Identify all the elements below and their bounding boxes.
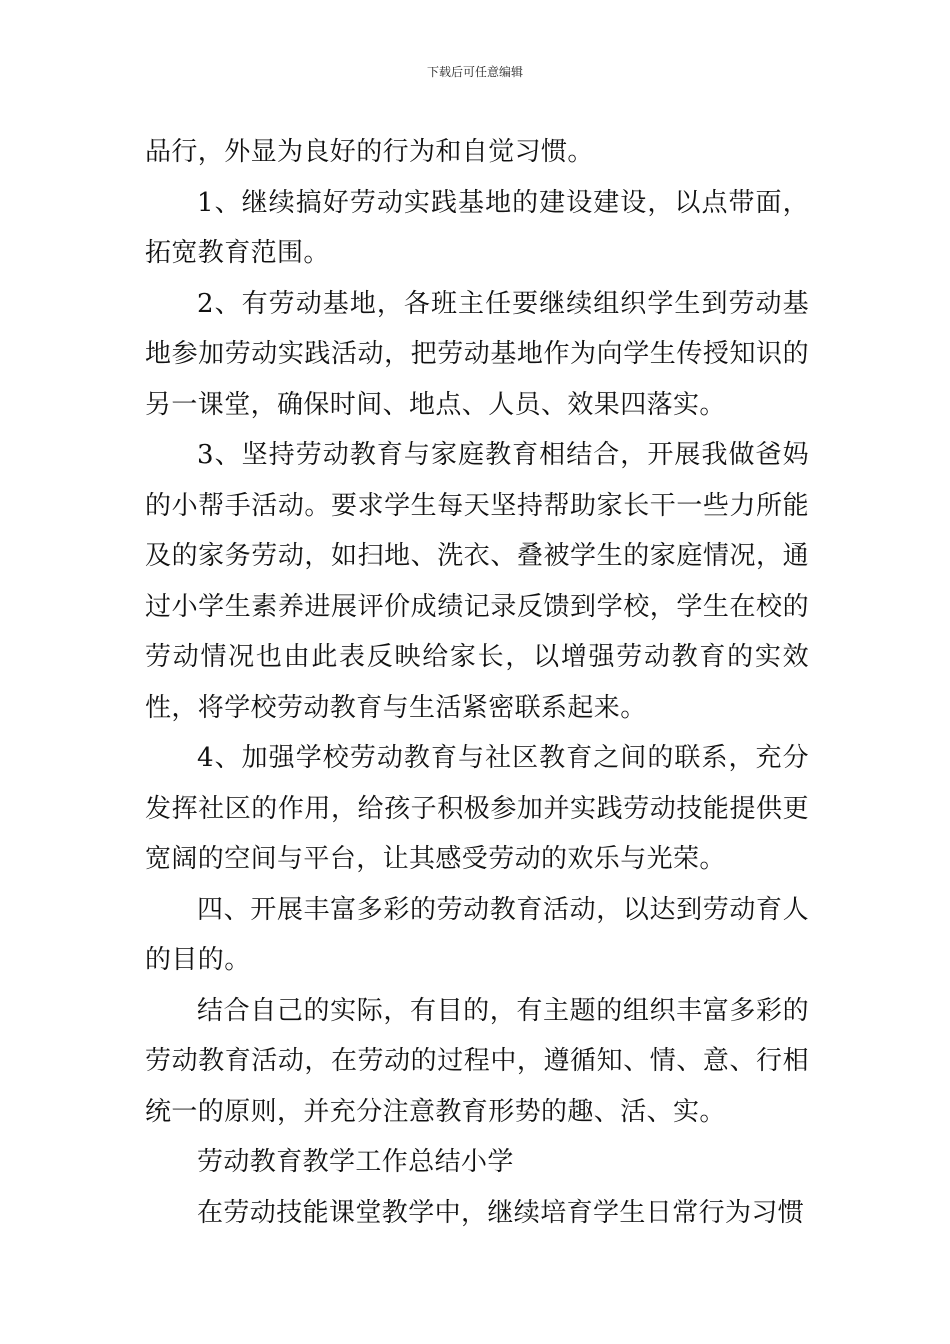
paragraph-8: 劳动教育教学工作总结小学 xyxy=(197,1147,514,1177)
paragraph-5: 4、加强学校劳动教育与社区教育之间的联系，充分发挥社区的作用，给孩子积极参加并实践劳动技能提供更宽阔的空间与平台，让其感受劳动的欢乐与光荣。 xyxy=(145,743,809,874)
paragraph-9: 在劳动技能课堂教学中，继续培育学生日常行为习惯 xyxy=(197,1197,805,1228)
paragraph-7: 结合自己的实际，有目的，有主题的组织丰富多彩的劳动教育活动，在劳动的过程中，遵循知、情、意、行相统一的原则，并充分注意教育形势的趣、活、实。 xyxy=(145,995,809,1127)
document-body xyxy=(145,127,809,1238)
paragraph-6: 四、开展丰富多彩的劳动教育活动，以达到劳动育人的目的。 xyxy=(145,894,809,975)
paragraph-3: 2、有劳动基地，各班主任要继续组织学生到劳动基地参加劳动实践活动，把劳动基地作为向学生传授知识的另一课堂，确保时间、地点、人员、效果四落实。 xyxy=(145,288,809,420)
paragraph-4: 3、坚持劳动教育与家庭教育相结合，开展我做爸妈的小帮手活动。要求学生每天坚持帮助家长干一些力所能及的家务劳动，如扫地、洗衣、叠被学生的家庭情况，通过小学生素养进展评价成绩记录反馈到学校，学生在校的劳动情况也由此表反映给家长，以增强劳动教育的实效性，将学校劳动教育与生活紧密联系起来。 xyxy=(145,440,809,723)
paragraph-1: 品行，外显为良好的行为和自觉习惯。 xyxy=(145,137,594,167)
page-header-note: 下载后可任意编辑 xyxy=(426,65,523,79)
paragraph-2: 1、继续搞好劳动实践基地的建设建设，以点带面，拓宽教育范围。 xyxy=(145,187,809,268)
